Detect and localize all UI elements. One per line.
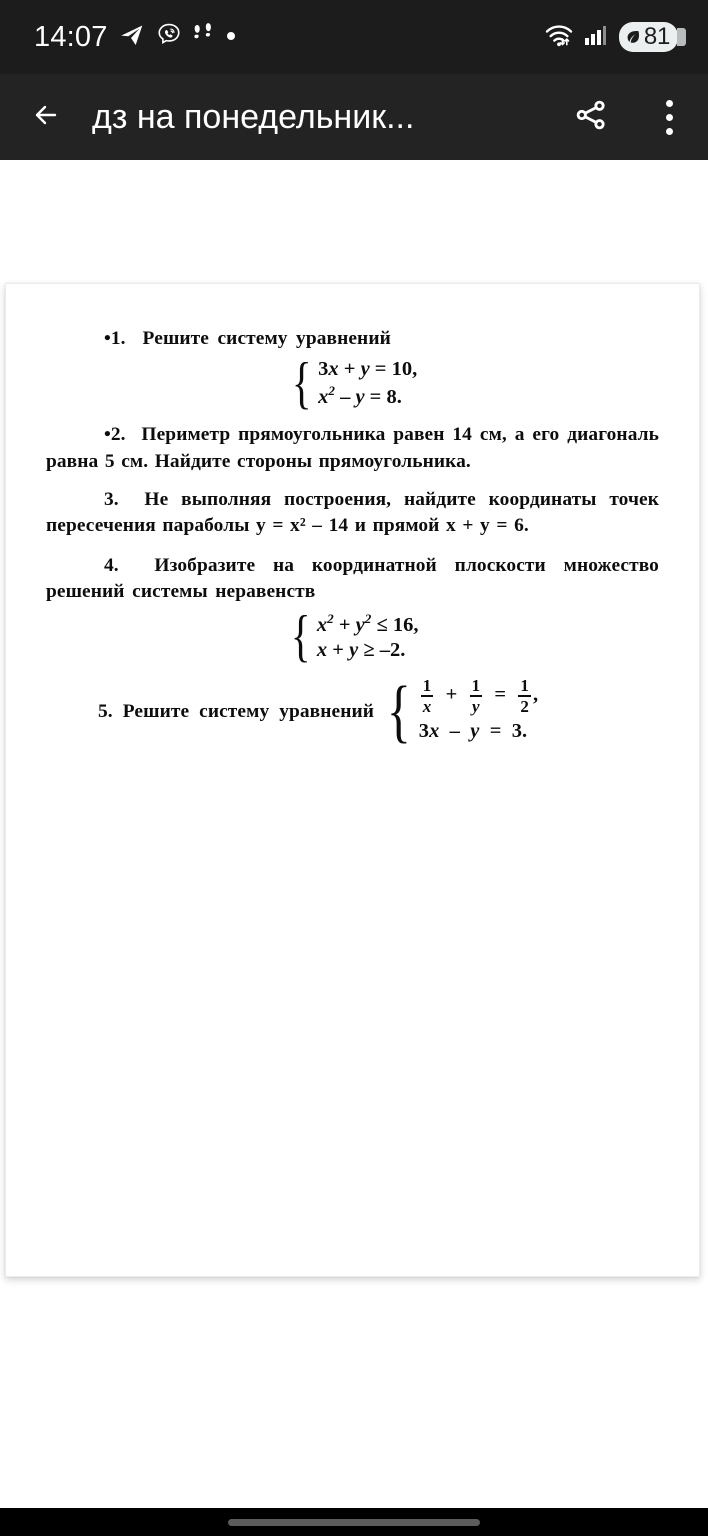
problem-5-system: [382, 673, 539, 751]
problem-4-number: 4.: [104, 554, 119, 576]
problem-5-number: 5.: [98, 700, 113, 722]
problem-5-text: Решите систему уравнений: [122, 700, 375, 722]
problem-1-number: •1.: [104, 328, 126, 349]
app-bar-actions: [552, 74, 708, 160]
battery-body: [619, 22, 678, 52]
dot-icon: [226, 28, 236, 46]
document-page: [5, 283, 700, 1277]
page-title: дз на понедельник...: [92, 100, 415, 134]
problem-1-system-rows: [318, 357, 417, 410]
problem-3-number: 3.: [104, 489, 119, 510]
problem-1: [46, 326, 659, 352]
problem-4: [46, 553, 659, 606]
problem-1-text: Решите систему уравнений: [142, 328, 391, 349]
problem-3-text: Не выполняя построения, найдите координаты точек пересечения параболы y = x² – 14 и прямой x + y = 6.: [46, 489, 659, 537]
leaf-power-saving-icon: [624, 28, 642, 46]
problem-4-text: Изобразите на координатной плоскости множество решений системы неравенств: [46, 554, 659, 603]
status-bar-left: [34, 22, 236, 53]
document-content: [6, 284, 699, 751]
status-clock: 14:07: [34, 20, 108, 53]
wifi-icon: [544, 22, 574, 53]
back-button[interactable]: [0, 74, 92, 160]
brace-icon: {: [291, 352, 312, 416]
arrow-left-icon: [26, 95, 66, 140]
problem-1-system: [46, 352, 659, 416]
status-bar: [0, 0, 708, 74]
problem-4-system: [46, 605, 659, 669]
problem-4-system-rows: [317, 611, 419, 664]
battery-level: 81: [643, 23, 670, 50]
home-gesture-pill[interactable]: [228, 1519, 480, 1526]
share-button[interactable]: [552, 74, 630, 160]
equation-row: $\frac{1}{x}$ + $\frac{1}{y}$ = $\frac{1}{2}$ ,: [422, 676, 539, 717]
brace-icon: {: [386, 673, 412, 751]
problem-5: [46, 673, 659, 751]
equation-row: x + y ≥ –2.: [316, 639, 406, 662]
telegram-icon: [119, 22, 145, 53]
overflow-menu-button[interactable]: [630, 74, 708, 160]
problem-5-system-rows: [419, 677, 539, 746]
status-bar-right: [544, 22, 686, 53]
problem-2: [46, 422, 659, 475]
system-navigation-bar: [0, 1508, 708, 1536]
brace-icon: {: [290, 605, 311, 669]
equation-row: $x^2 + y^2 \le 16$,: [316, 610, 419, 636]
problem-3: [46, 487, 659, 540]
problem-2-number: •2.: [104, 424, 126, 446]
footsteps-icon: [193, 22, 215, 53]
more-vertical-icon: [666, 100, 673, 135]
cellular-signal-icon: [583, 23, 607, 52]
equation-row: $x^2 - y = 8$.: [318, 383, 402, 409]
share-icon: [574, 98, 608, 137]
viber-icon: [156, 22, 182, 53]
equation-row: 3x + y = 10,: [318, 358, 418, 381]
battery-cap: [677, 28, 686, 46]
app-bar: [0, 74, 708, 160]
document-viewer[interactable]: [0, 160, 708, 1508]
battery-indicator: [616, 22, 686, 52]
problem-2-text: Периметр прямоугольника равен 14 см, а его диагональ равна 5 см. Найдите стороны прямоугольника.: [46, 424, 659, 472]
equation-row: 3x – y = 3.: [418, 720, 528, 743]
